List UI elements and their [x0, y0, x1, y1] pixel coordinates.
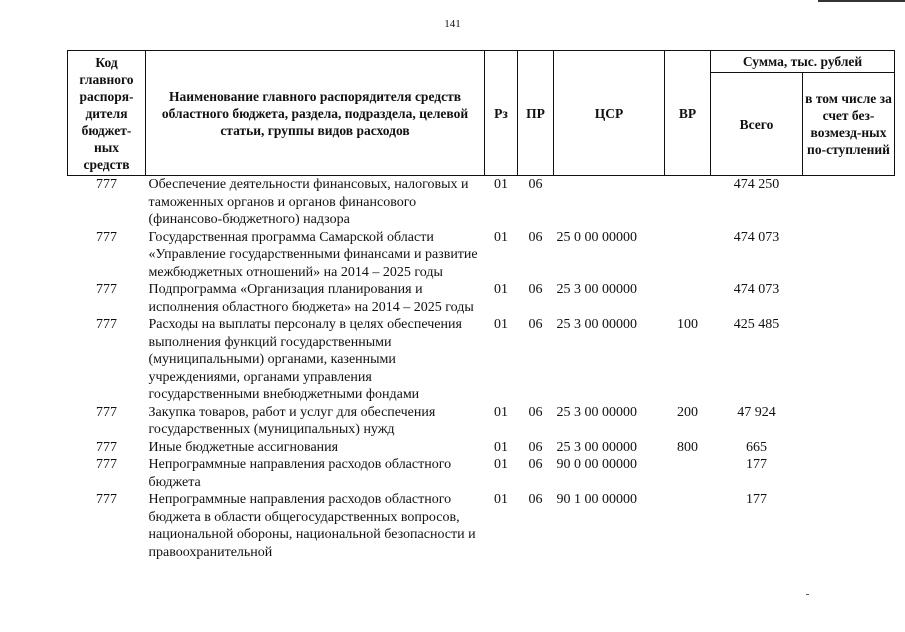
row-free	[803, 316, 895, 404]
table-row	[68, 229, 895, 282]
row-total: 665	[746, 439, 767, 455]
row-rz: 01	[494, 177, 508, 192]
row-vr: 200	[677, 404, 698, 420]
row-name: Государственная программа Самарской области «Управление государственными финансами и развитие межбюджетных отношений» на 2014 – 2025 годы	[148, 229, 478, 280]
row-name: Подпрограмма «Организация планирования и исполнения областного бюджета» на 2014 – 2025 годы	[148, 282, 474, 315]
row-rz: 01	[494, 439, 508, 455]
row-code: 777	[96, 177, 117, 192]
header-vr: ВР	[665, 51, 711, 176]
row-pr: 06	[528, 404, 543, 420]
row-pr: 06	[528, 317, 543, 332]
row-vr	[665, 491, 711, 561]
row-name: Непрограммные направления расходов областного бюджета	[148, 457, 452, 490]
row-name: Расходы на выплаты персоналу в целях обеспечения выполнения функций государственными (муниципальными) органами, казенными учреждениями, органами управления государственными внебюджетными фондами	[148, 317, 462, 402]
row-code: 777	[96, 457, 117, 472]
row-name: Закупка товаров, работ и услуг для обеспечения государственных (муниципальных) нужд	[148, 404, 436, 437]
row-total: 474 073	[733, 282, 780, 297]
row-rz: 01	[494, 282, 508, 297]
table-body	[68, 176, 895, 562]
row-vr: 800	[677, 439, 698, 455]
row-free	[803, 404, 895, 439]
row-code: 777	[96, 282, 117, 297]
table-header	[68, 51, 895, 176]
header-rz: Рз	[485, 51, 518, 176]
row-csr: 25 3 00 00000	[556, 439, 637, 455]
row-rz: 01	[494, 404, 508, 420]
row-rz: 01	[494, 229, 508, 245]
row-code: 777	[96, 439, 117, 455]
row-free	[803, 229, 895, 282]
row-free	[803, 491, 895, 561]
row-rz: 01	[494, 492, 508, 507]
row-csr: 25 3 00 00000	[556, 404, 637, 420]
row-free	[803, 456, 895, 491]
table-row	[68, 281, 895, 316]
table-row	[68, 316, 895, 404]
row-free	[803, 176, 895, 229]
row-total: 474 250	[733, 177, 780, 192]
row-name: Непрограммные направления расходов областного бюджета в области общегосударственных вопросов, национальной обороны, национальной безопасности и правоохранительной	[148, 492, 476, 560]
row-pr: 06	[528, 457, 543, 472]
row-vr	[665, 176, 711, 229]
row-code: 777	[96, 404, 117, 420]
row-free	[803, 439, 895, 457]
table-row	[68, 491, 895, 561]
row-total: 47 924	[737, 404, 776, 420]
row-csr: 25 0 00 00000	[556, 229, 637, 245]
row-code: 777	[96, 229, 117, 245]
header-code: Код главного распоря-дителя бюджет-ных средств	[68, 51, 146, 176]
header-total: Всего	[711, 73, 803, 176]
row-vr	[665, 456, 711, 491]
header-csr: ЦСР	[554, 51, 665, 176]
row-code: 777	[96, 317, 117, 332]
table-row	[68, 176, 895, 229]
row-free	[803, 281, 895, 316]
row-total: 425 485	[733, 317, 780, 332]
row-rz: 01	[494, 317, 508, 332]
row-name: Иные бюджетные ассигнования	[148, 439, 339, 455]
header-pr: ПР	[518, 51, 554, 176]
row-csr: 90 1 00 00000	[556, 492, 637, 507]
row-vr	[665, 229, 711, 282]
row-csr: 25 3 00 00000	[556, 282, 637, 297]
row-rz: 01	[494, 457, 508, 472]
scan-speck	[806, 594, 809, 595]
table-row	[68, 439, 895, 457]
row-pr: 06	[528, 439, 543, 455]
row-total: 474 073	[733, 229, 780, 245]
row-pr: 06	[528, 177, 543, 192]
header-name: Наименование главного распорядителя средств областного бюджета, раздела, подраздела, целевой статьи, группы видов расходов	[146, 51, 485, 176]
row-code: 777	[96, 492, 117, 507]
page-number: 141	[444, 18, 461, 30]
row-pr: 06	[528, 492, 543, 507]
header-sum-group: Сумма, тыс. рублей	[711, 51, 895, 73]
row-pr: 06	[528, 282, 543, 297]
top-corner-rule	[818, 0, 905, 2]
row-csr: 90 0 00 00000	[556, 457, 637, 472]
row-vr	[665, 281, 711, 316]
row-csr: 25 3 00 00000	[556, 317, 637, 332]
table-row	[68, 456, 895, 491]
row-name: Обеспечение деятельности финансовых, налоговых и таможенных органов и органов финансового (финансово-бюджетного) надзора	[148, 177, 469, 227]
row-total: 177	[746, 492, 767, 507]
row-total: 177	[746, 457, 767, 472]
budget-table	[67, 50, 895, 561]
row-pr: 06	[528, 229, 543, 245]
row-vr: 100	[677, 317, 698, 332]
table-row	[68, 404, 895, 439]
header-free: в том числе за счет без-возмезд-ных по-ступлений	[803, 73, 895, 176]
row-csr	[554, 176, 665, 229]
